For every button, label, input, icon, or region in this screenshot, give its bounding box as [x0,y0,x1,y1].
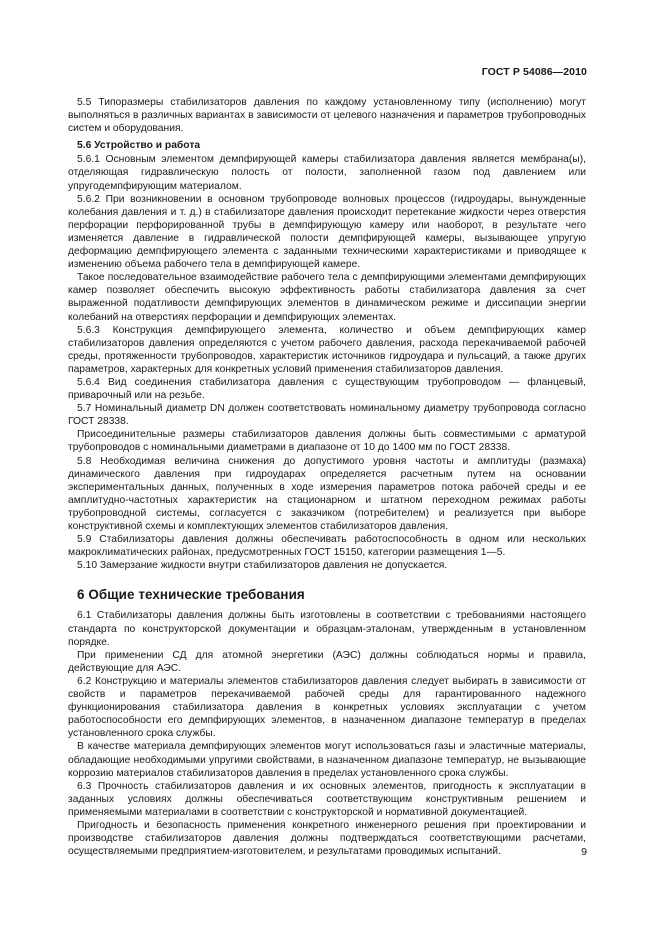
paragraph-5-7-cont: Присоединительные размеры стабилизаторов давления должны быть совместимыми с арматурой трубопроводов с номинальными диаметрами в диапазоне от 10 до 1400 мм по ГОСТ 28338. [68,429,586,454]
paragraph-6-2: 6.2 Конструкцию и материалы элементов стабилизаторов давления следует выбирать в зависимости от свойств и параметров перекачиваемой рабочей среды для гарантированного надежного функционирования стабилизатора давления в конкретных условиях эксплуатации с учетом работоспособности его демпфирующих элементов, в назначенном диапазоне температур в пределах установленного срока службы. [68,675,586,740]
paragraph-6-3: 6.3 Прочность стабилизаторов давления и их основных элементов, пригодность к эксплуатации в заданных условиях должны обеспечиваться соответствующим конструктивным решением и применяемыми материалами в соответствии с конструкторской и нормативной документацией. [68,780,586,818]
section-title-6: 6 Общие технические требования [77,587,305,603]
page-number: 9 [581,846,587,858]
document-code-header: ГОСТ Р 54086—2010 [481,66,587,78]
paragraph-5-6-2: 5.6.2 При возникновении в основном трубопроводе волновых процессов (гидроудары, вынужденные колебания давления и т. д.) в стабилизаторе давления происходит перетекание жидкости через отверстия перфорации перфорированной трубы в демпфирующую камеру или наоборот, в результате чего изменяется давление в гидравлической полости демпфирующей камеры, вызывающее упругую деформацию демпфирующего элемента с заданными техническими характеристиками и приводящее к изменению объема рабочего тела в демпфирующей камере. [68,193,586,271]
paragraph-6-1: 6.1 Стабилизаторы давления должны быть изготовлены в соответствии с требованиями настоящего стандарта по конструкторской документации и образцам-эталонам, утвержденным в установленном порядке. [68,610,586,648]
subsection-title-5-6: 5.6 Устройство и работа [77,140,201,152]
paragraph-5-6-3: 5.6.3 Конструкция демпфирующего элемента, количество и объем демпфирующих камер стабилизаторов давления определяются с учетом рабочего давления, расхода перекачиваемой рабочей среды, протяженности трубопроводов, характеристик источников гидроудара и пульсаций, а также других параметров, характерных для конкретных условий применения стабилизаторов давления. [68,324,586,375]
paragraph-5-5: 5.5 Типоразмеры стабилизаторов давления по каждому установленному типу (исполнению) могут выполняться в различных вариантах в зависимости от целевого назначения и параметров трубопроводных систем и оборудования. [68,97,586,135]
paragraph-5-8: 5.8 Необходимая величина снижения до допустимого уровня частоты и амплитуды (размаха) динамического давления при гидроударах определяется расчетным путем на основании экспериментальных данных, полученных в ходе измерения параметров потока рабочей среды и ее амплитудно-частотных характеристик на стационарном и штатном переходном режимах работы трубопроводной системы, согласуется с заказчиком (потребителем) и реализуется при выборе конструктивной схемы и комплектующих элементов стабилизаторов давления. [68,455,586,532]
paragraph-6-1-cont: При применении СД для атомной энергетики (АЭС) должны соблюдаться нормы и правила, действующие для АЭС. [68,649,586,674]
paragraph-6-2-cont: В качестве материала демпфирующих элементов могут использоваться газы и эластичные материалы, обладающие необходимыми упругими свойствами, в назначенном диапазоне температур, не вызывающие коррозию материалов стабилизаторов давления в пределах установленного срока службы. [68,741,586,779]
paragraph-5-6-4: 5.6.4 Вид соединения стабилизатора давления с существующим трубопроводом — фланцевый, приварочный или на резьбе. [68,376,586,402]
paragraph-5-6-2-cont: Такое последовательное взаимодействие рабочего тела с демпфирующими элементами демпфирующих камер позволяет обеспечить высокую эффективность работы стабилизатора давления за счет выраженной податливости демпфирующих элементов в динамическом режиме и диссипации энергии колебаний на отверстиях перфорации и демпфирующих элементах. [68,272,586,323]
paragraph-5-9: 5.9 Стабилизаторы давления должны обеспечивать работоспособность в одном или нескольких макроклиматических районах, предусмотренных ГОСТ 15150, категории размещения 1—5. [68,534,586,559]
paragraph-5-10: 5.10 Замерзание жидкости внутри стабилизаторов давления не допускается. [77,560,448,572]
paragraph-5-6-1: 5.6.1 Основным элементом демпфирующей камеры стабилизатора давления является мембрана(ы), отделяющая гидравлическую полость от полости, заполненной газом под давлением или упругодемпфирующим материалом. [68,154,586,192]
paragraph-5-7: 5.7 Номинальный диаметр DN должен соответствовать номинальному диаметру трубопровода согласно ГОСТ 28338. [68,403,586,428]
paragraph-6-3-cont: Пригодность и безопасность применения конкретного инженерного решения при проектировании и производстве стабилизаторов давления должны подтверждаться соответствующими расчетами, осуществляемыми предприятием-изготовителем, и результатами проводимых испытаний. [68,819,586,858]
document-body [68,96,586,858]
